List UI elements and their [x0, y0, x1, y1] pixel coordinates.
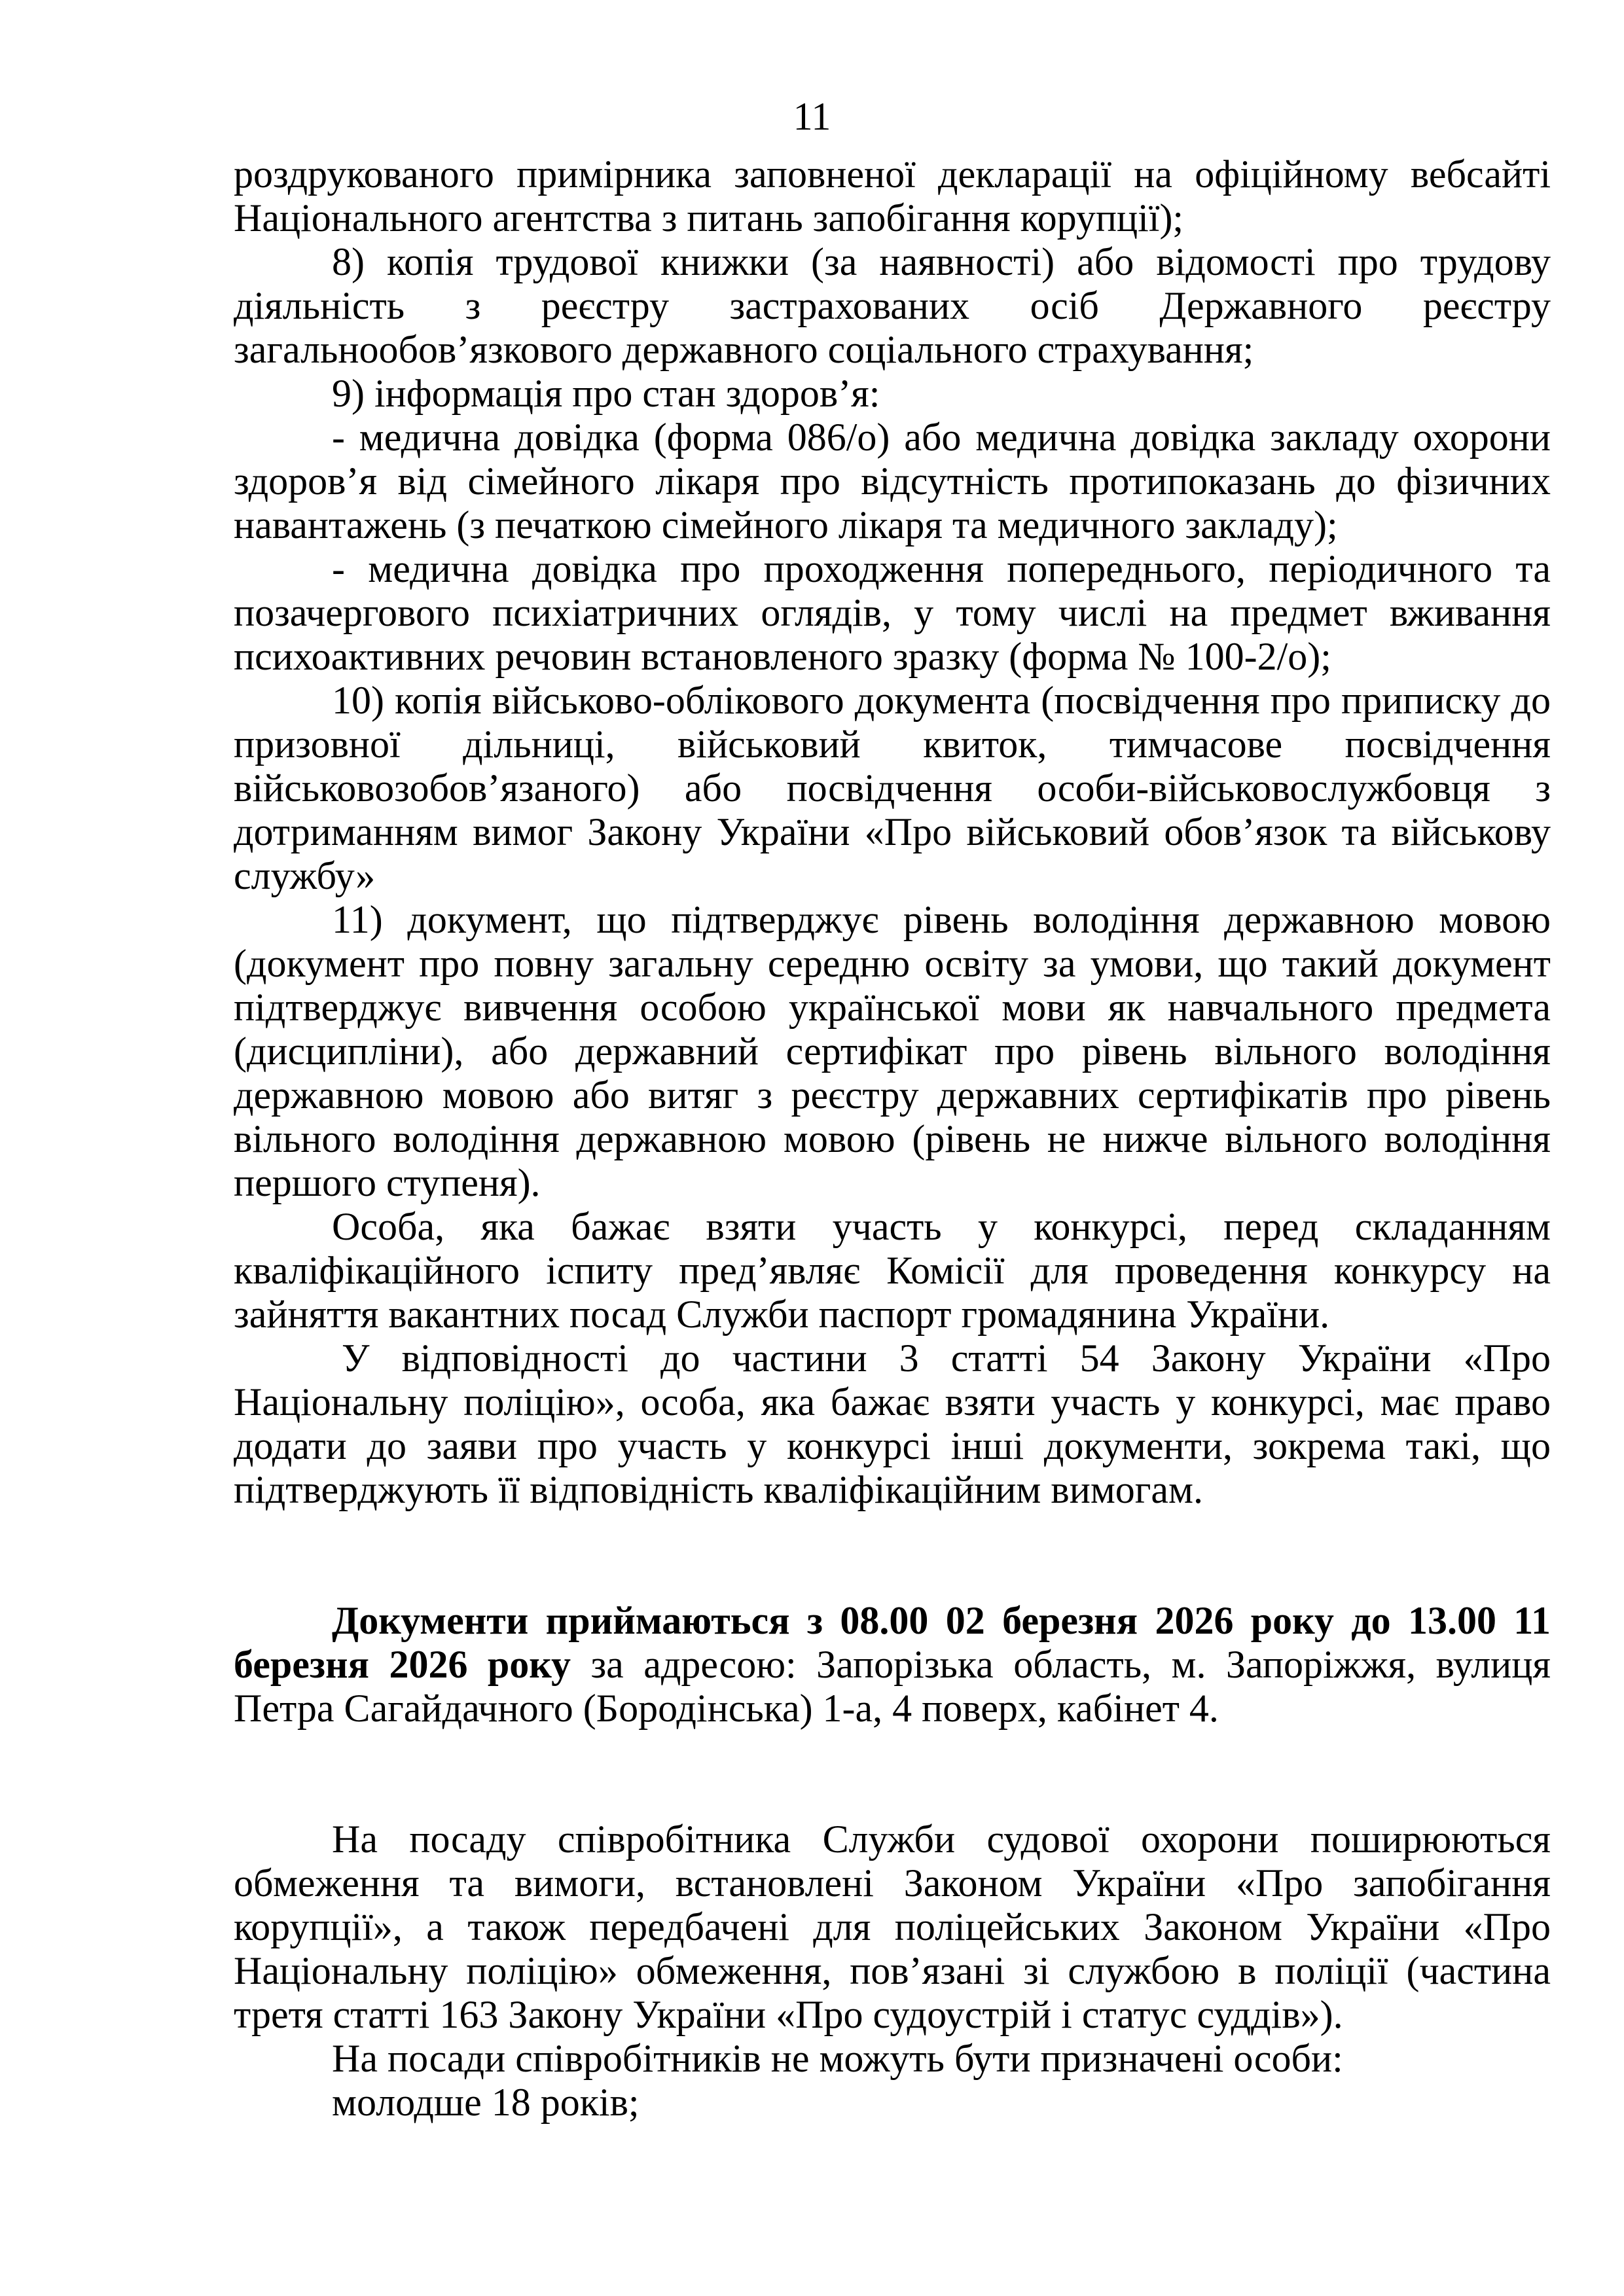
- paragraph-item-8: 8) копія трудової книжки (за наявності) або відомості про трудову діяльність з реєстру застрахованих осіб Державного реєстру загальнообов’язкового державного соціального страхування;: [234, 240, 1551, 371]
- page-number: 11: [793, 95, 831, 138]
- deadline-bold-text: Документи приймаються з 08.00 02 березня 2026 року до 13.00 11 березня 2026 року: [234, 1599, 1551, 1686]
- paragraph-under-18: молодше 18 років;: [332, 2081, 640, 2124]
- paragraph-declaration-end: роздрукованого примірника заповненої декларації на офіційному вебсайті Національного агентства з питань запобігання корупції);: [234, 152, 1551, 240]
- paragraph-item-10: 10) копія військово-облікового документа (посвідчення про приписку до призовної дільниці, військовий квиток, тимчасове посвідчення військовозобов’язаного) або посвідчення особи-військовослужбовця з дотриманням вимог Закону України «Про військовий обов’язок та військову службу»: [234, 679, 1551, 897]
- paragraph-psychiatric-certificate: - медична довідка про проходження попереднього, періодичного та позачергового психіатричних оглядів, у тому числі на предмет вживання психоактивних речовин встановленого зразку (форма № 100-2/о);: [234, 547, 1551, 678]
- paragraph-additional-documents: У відповідності до частини 3 статті 54 Закону України «Про Національну поліцію», особа, яка бажає взяти участь у конкурсі, має право додати до заяви про участь у конкурсі інші документи, зокрема такі, що підтверджують її відповідність кваліфікаційним вимогам.: [234, 1336, 1551, 1511]
- paragraph-ineligible-persons: На посади співробітників не можуть бути призначені особи:: [332, 2037, 1343, 2080]
- document-body: [234, 152, 1551, 2125]
- paragraph-deadline: [234, 1599, 1551, 1731]
- paragraph-item-11: 11) документ, що підтверджує рівень володіння державною мовою (документ про повну загальну середню освіту за умови, що такий документ підтверджує вивчення особою української мови як навчального предмета (дисципліни), або державний сертифікат про рівень вільного володіння державною мовою або витяг з реєстру державних сертифікатів про рівень вільного володіння державною мовою (рівень не нижче вільного володіння першого ступеня).: [234, 898, 1551, 1204]
- deadline-address-text: за адресою: Запорізька область, м. Запоріжжя, вулиця Петра Сагайдачного (Бородінська) 1-а, 4 поверх, кабінет 4.: [234, 1643, 1551, 1730]
- paragraph-medical-certificate: - медична довідка (форма 086/о) або медична довідка закладу охорони здоров’я від сімейного лікаря про відсутність протипоказань до фізичних навантажень (з печаткою сімейного лікаря та медичного закладу);: [234, 416, 1551, 547]
- paragraph-restrictions: На посаду співробітника Служби судової охорони поширюються обмеження та вимоги, встановлені Законом України «Про запобігання корупції», а також передбачені для поліцейських Законом України «Про Національну поліцію» обмеження, пов’язані зі службою в поліції (частина третя статті 163 Закону України «Про судоустрій і статус суддів»).: [234, 1818, 1551, 2036]
- paragraph-item-9: 9) інформація про стан здоров’я:: [332, 372, 880, 415]
- paragraph-passport: Особа, яка бажає взяти участь у конкурсі, перед складанням кваліфікаційного іспиту пред’являє Комісії для проведення конкурсу на зайняття вакантних посад Служби паспорт громадянина України.: [234, 1205, 1551, 1336]
